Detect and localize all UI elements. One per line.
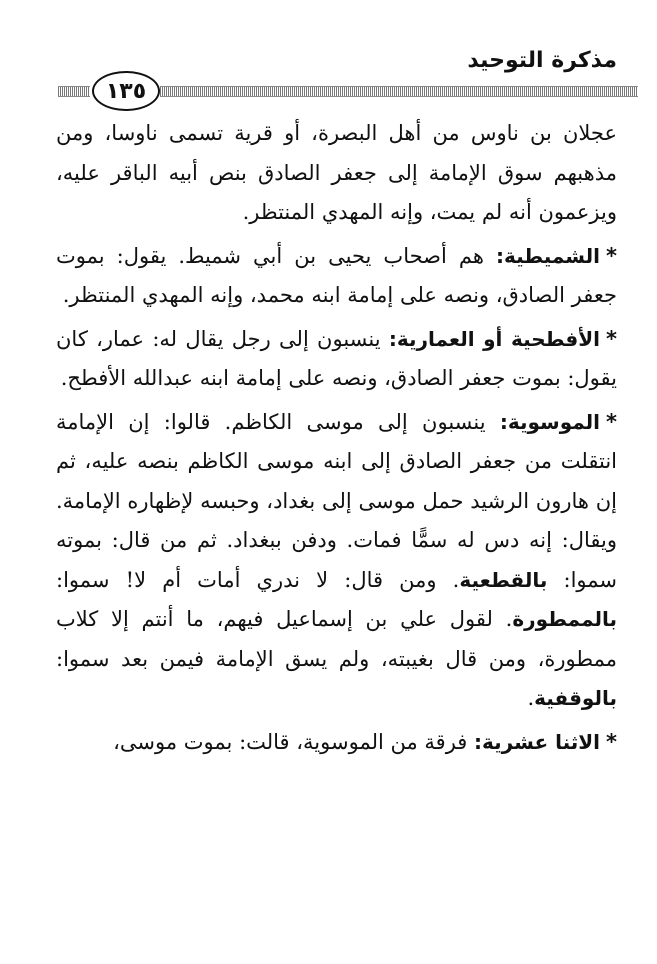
bullet-star: * [606, 243, 617, 268]
paragraph-text: ينسبون إلى رجل يقال له: عمار، كان يقول: بموت جعفر الصادق، ونصه على إمامة ابنه عبدالله الأفطح. [56, 326, 617, 390]
paragraph-text: فرقة من الموسوية، قالت: بموت موسى، [113, 729, 475, 754]
bullet-star: * [606, 729, 617, 754]
paragraph-text: . [527, 686, 535, 710]
page-number: ١٣٥ [92, 71, 160, 111]
paragraph-ithna-ashariyya [56, 723, 617, 763]
header-rule-left [58, 86, 90, 97]
section-heading: الاثنا عشرية: [474, 729, 601, 754]
bullet-star: * [606, 409, 617, 434]
book-title: مذكرة التوحيد [467, 48, 617, 73]
term-mamtura: بالممطورة [512, 607, 617, 631]
section-heading: الشميطية: [495, 243, 601, 268]
paragraph-text: . لقول علي بن إسماعيل فيهم، ما أنتم إلا كلاب ممطورة، ومن قال بغيبته، ولم يسق الإمامة فيمن بعد سموا: [56, 607, 617, 671]
section-heading: الموسوية: [499, 409, 601, 434]
section-heading: الأفطحية أو العمارية: [388, 326, 601, 351]
term-waqifiyya: بالوقفية [534, 686, 617, 710]
page-body [56, 114, 617, 766]
paragraph-text: هم أصحاب يحيى بن أبي شميط. يقول: بموت جعفر الصادق، ونصه على إمامة ابنه محمد، وإنه المهدي المنتظر. [56, 243, 617, 307]
paragraph-text: . ومن قال: لا ندري أمات أم لا! سموا: [56, 567, 460, 592]
paragraph-musawiyya [56, 403, 617, 719]
paragraph-naawusiyya [56, 114, 617, 233]
paragraph-aftahiyya [56, 320, 617, 399]
header-rule-right [160, 86, 638, 97]
term-qatiyya: بالقطعية [459, 567, 548, 592]
paragraph-text: عجلان بن ناوس من أهل البصرة، أو قرية تسمى ناوسا، ومن مذهبهم سوق الإمامة إلى جعفر الصادق بنص أبيه الباقر عليه، ويزعمون أنه لم يمت، وإنه المهدي المنتظر. [56, 121, 617, 224]
paragraph-shumaytiyya [56, 237, 617, 316]
paragraph-text: ينسبون إلى موسى الكاظم. قالوا: إن الإمامة انتقلت من جعفر الصادق إلى ابنه موسى الكاظم بنصه عليه، ثم إن هارون الرشيد حمل موسى إلى بغداد، وحبسه لإظهاره الإمامة. ويقال: إنه دس له سمًّا فمات. ودفن ببغداد. ثم من قال: بموته سموا: [56, 409, 617, 592]
bullet-star: * [606, 326, 617, 351]
